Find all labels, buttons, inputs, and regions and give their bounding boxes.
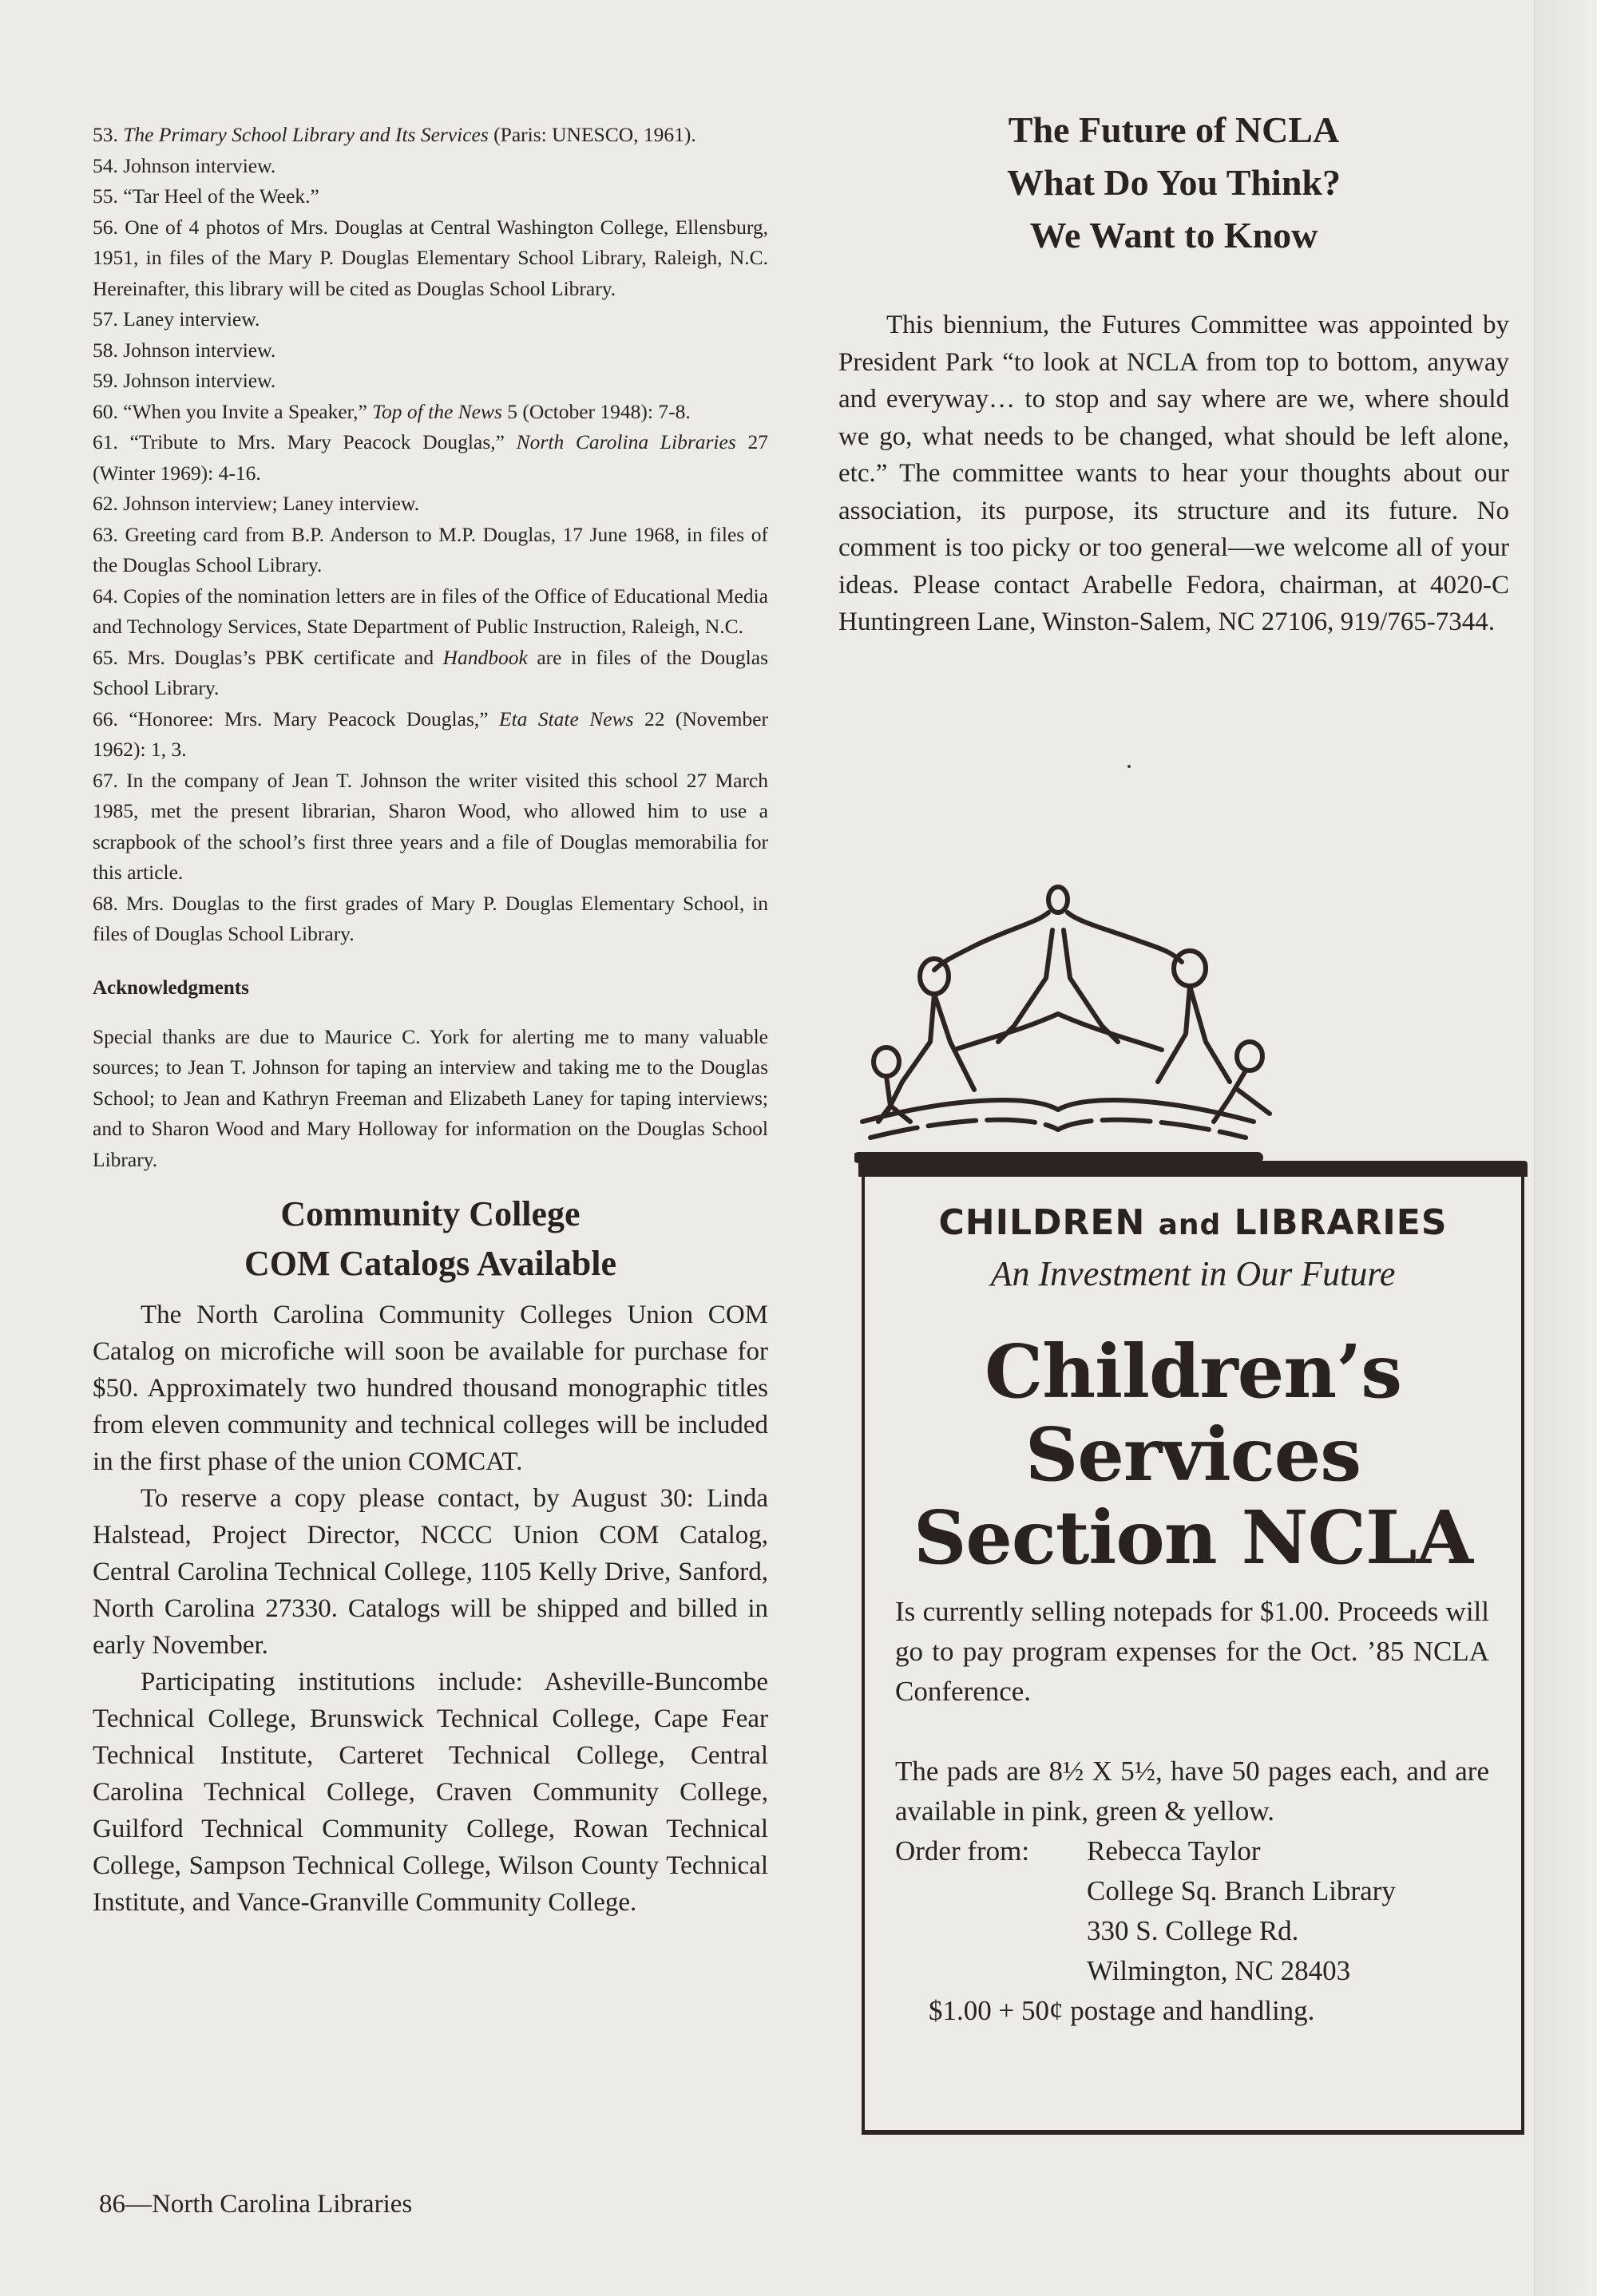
endnote-number: 53. xyxy=(93,123,124,146)
ad-paragraph: The pads are 8½ X 5½, have 50 pages each, and are available in pink, green & yellow. xyxy=(895,1756,1489,1827)
endnote-text: are in files of the Douglas School Library. xyxy=(93,645,768,699)
endnote-number: 62. xyxy=(93,492,124,515)
address-line: 330 S. College Rd. xyxy=(1087,1915,1299,1946)
endnote xyxy=(93,304,768,335)
endnote-text: 27 (Winter 1969): 4-16. xyxy=(93,430,768,485)
endnote-text: Johnson interview. xyxy=(123,369,276,392)
endnote-number: 59. xyxy=(93,369,124,392)
endnote xyxy=(93,889,768,950)
kicker-word: and xyxy=(1158,1209,1222,1241)
endnote-text: “Tar Heel of the Week.” xyxy=(123,184,319,208)
order-name: Rebecca Taylor xyxy=(1087,1835,1261,1866)
endnote xyxy=(93,181,768,212)
left-column xyxy=(93,120,768,1921)
ncla-title-line3: We Want to Know xyxy=(1029,215,1318,255)
article-title-line2: COM Catalogs Available xyxy=(244,1244,617,1283)
endnote-text: One of 4 photos of Mrs. Douglas at Central Washington College, Ellensburg, 1951, in files of the Mary P. Douglas Elementary School Library, Raleigh, N.C. Hereinafter, this library will be cited as Douglas School Library. xyxy=(93,215,769,300)
endnote-number: 56. xyxy=(93,215,125,239)
order-address xyxy=(895,1871,1489,1991)
children-holding-hands-over-book-icon xyxy=(854,882,1533,1179)
endnote xyxy=(93,366,768,397)
endnote-text: “Tribute to Mrs. Mary Peacock Douglas,” xyxy=(129,430,517,453)
order-label: Order from: xyxy=(895,1835,1030,1866)
community-college-body xyxy=(93,1296,768,1921)
endnote xyxy=(93,581,768,643)
endnote-number: 66. xyxy=(93,707,129,730)
print-speck xyxy=(1127,765,1131,768)
endnote xyxy=(93,704,768,766)
endnote-number: 65. xyxy=(93,645,128,669)
paragraph: This biennium, the Futures Committee was appointed by President Park “to look at NCLA from top to bottom, anyway and everyway… to stop and say where are we, where should we go, what needs to be changed, what should be left alone, etc.” The committee wants to hear your thoughts about our association, its purpose, its structure and its future. No comment is too picky or too general—we welcome all of your ideas. Please contact Arabelle Fedora, chairman, at 4020-C Huntingreen Lane, Winston-Salem, NC 27106, 919/765-7344. xyxy=(838,311,1509,636)
page-gutter-edge xyxy=(1534,0,1597,2296)
kicker-word: LIBRARIES xyxy=(1234,1202,1448,1243)
endnote-title: Handbook xyxy=(442,645,528,669)
endnote-text: “Honoree: Mrs. Mary Peacock Douglas,” xyxy=(129,707,499,730)
ad-headline xyxy=(865,1330,1521,1579)
endnote-text: Johnson interview. xyxy=(123,338,276,362)
endnote-text: Greeting card from B.P. Anderson to M.P. Douglas, 17 June 1968, in files of the Douglas School Library. xyxy=(93,522,769,576)
acknowledgments-heading: Acknowledgments xyxy=(93,976,249,999)
endnote-number: 68. xyxy=(93,891,126,915)
endnote-number: 60. xyxy=(93,399,124,423)
article-title-line1: Community College xyxy=(280,1194,581,1233)
endnote-number: 61. xyxy=(93,430,130,453)
right-column xyxy=(838,104,1509,641)
endnote-text: In the company of Jean T. Johnson the writer visited this school 27 March 1985, met the present librarian, Sharon Wood, who allowed him to use a scrapbook of the school’s first three years and a file of Douglas memorabilia for this article. xyxy=(93,768,768,884)
endnote-title: The Primary School Library and Its Services xyxy=(123,123,489,146)
endnote-number: 64. xyxy=(93,584,124,608)
endnote xyxy=(93,212,768,305)
endnote xyxy=(93,427,768,489)
endnote xyxy=(93,151,768,182)
paragraph: To reserve a copy please contact, by August 30: Linda Halstead, Project Director, NCCC Union COM Catalog, Central Carolina Technical College, 1105 Kelly Drive, Sanford, North Carolina 27330. Catalogs will be shipped and billed in early November. xyxy=(93,1484,768,1660)
headline-line: Services xyxy=(1024,1411,1361,1498)
endnote-number: 58. xyxy=(93,338,124,362)
endnote-number: 57. xyxy=(93,307,124,331)
endnote-title: North Carolina Libraries xyxy=(516,430,736,453)
headline-line: Section NCLA xyxy=(913,1494,1473,1581)
endnote-number: 63. xyxy=(93,522,125,546)
endnote xyxy=(93,643,768,704)
headline-line: Children’s xyxy=(984,1328,1402,1415)
paragraph: Participating institutions include: Asheville-Buncombe Technical College, Brunswick Technical College, Cape Fear Technical Institute, Carteret Technical College, Central Carolina Technical College, Craven Community College, Guilford Technical Community College, Rowan Technical College, Sampson Technical College, Wilson County Technical Institute, and Vance-Granville Community College. xyxy=(93,1668,768,1917)
ad-paragraph: Is currently selling notepads for $1.00. Proceeds will go to pay program expenses for the Oct. ’85 NCLA Conference. xyxy=(895,1596,1489,1707)
endnote-number: 55. xyxy=(93,184,124,208)
order-from xyxy=(895,1831,1489,1871)
endnotes-list xyxy=(93,120,768,950)
address-line: College Sq. Branch Library xyxy=(1087,1875,1396,1906)
endnote-text: (Paris: UNESCO, 1961). xyxy=(488,123,696,146)
ad-body xyxy=(895,1592,1489,2031)
endnote-number: 67. xyxy=(93,768,127,792)
ad-kicker xyxy=(865,1202,1521,1243)
endnote-text: Mrs. Douglas’s PBK certificate and xyxy=(127,645,443,669)
endnote xyxy=(93,520,768,581)
ad-top-band xyxy=(858,1161,1528,1177)
paragraph: The North Carolina Community Colleges Union COM Catalog on microfiche will soon be available for purchase for $50. Approximately two hundred thousand monographic titles from eleven community and technical colleges will be included in the first phase of the union COMCAT. xyxy=(93,1300,768,1476)
page-footer: 86—North Carolina Libraries xyxy=(99,2190,413,2219)
endnote-text: Laney interview. xyxy=(123,307,260,331)
price-line: $1.00 + 50¢ postage and handling. xyxy=(929,1995,1315,2026)
ncla-title-line2: What Do You Think? xyxy=(1007,162,1341,203)
address-line: Wilmington, NC 28403 xyxy=(1087,1955,1351,1986)
ad-tagline: An Investment in Our Future xyxy=(990,1254,1396,1293)
endnote-title: Eta State News xyxy=(499,707,634,730)
endnote xyxy=(93,120,768,151)
endnote-title: Top of the News xyxy=(372,399,502,423)
childrens-services-ad xyxy=(862,1170,1524,2135)
endnote-number: 54. xyxy=(93,153,124,177)
endnote-text: 5 (October 1948): 7-8. xyxy=(501,399,691,423)
endnote-text: 22 (November 1962): 1, 3. xyxy=(93,707,768,761)
endnote-text: “When you Invite a Speaker,” xyxy=(123,399,373,423)
kicker-word: CHILDREN xyxy=(938,1202,1146,1243)
endnote-text: Copies of the nomination letters are in files of the Office of Educational Media and Technology Services, State Department of Public Instruction, Raleigh, N.C. xyxy=(93,584,768,638)
endnote xyxy=(93,397,768,428)
acknowledgments-body: Special thanks are due to Maurice C. York for alerting me to many valuable sources; to Jean T. Johnson for taping an interview and taking me to the Douglas School; to Jean and Kathryn Freeman and Elizabeth Laney for taping interviews; and to Sharon Wood and Mary Holloway for information on the Douglas School Library. xyxy=(93,1024,768,1171)
community-college-article xyxy=(93,1190,768,1289)
endnote-text: Johnson interview. xyxy=(123,153,276,177)
ncla-title-line1: The Future of NCLA xyxy=(1008,109,1340,150)
endnote xyxy=(93,489,768,520)
endnote xyxy=(93,335,768,366)
endnote-text: Johnson interview; Laney interview. xyxy=(123,492,420,515)
endnote-text: Mrs. Douglas to the first grades of Mary P. Douglas Elementary School, in files of Douglas School Library. xyxy=(93,891,769,945)
ncla-future-body xyxy=(838,307,1509,641)
endnote xyxy=(93,766,768,889)
